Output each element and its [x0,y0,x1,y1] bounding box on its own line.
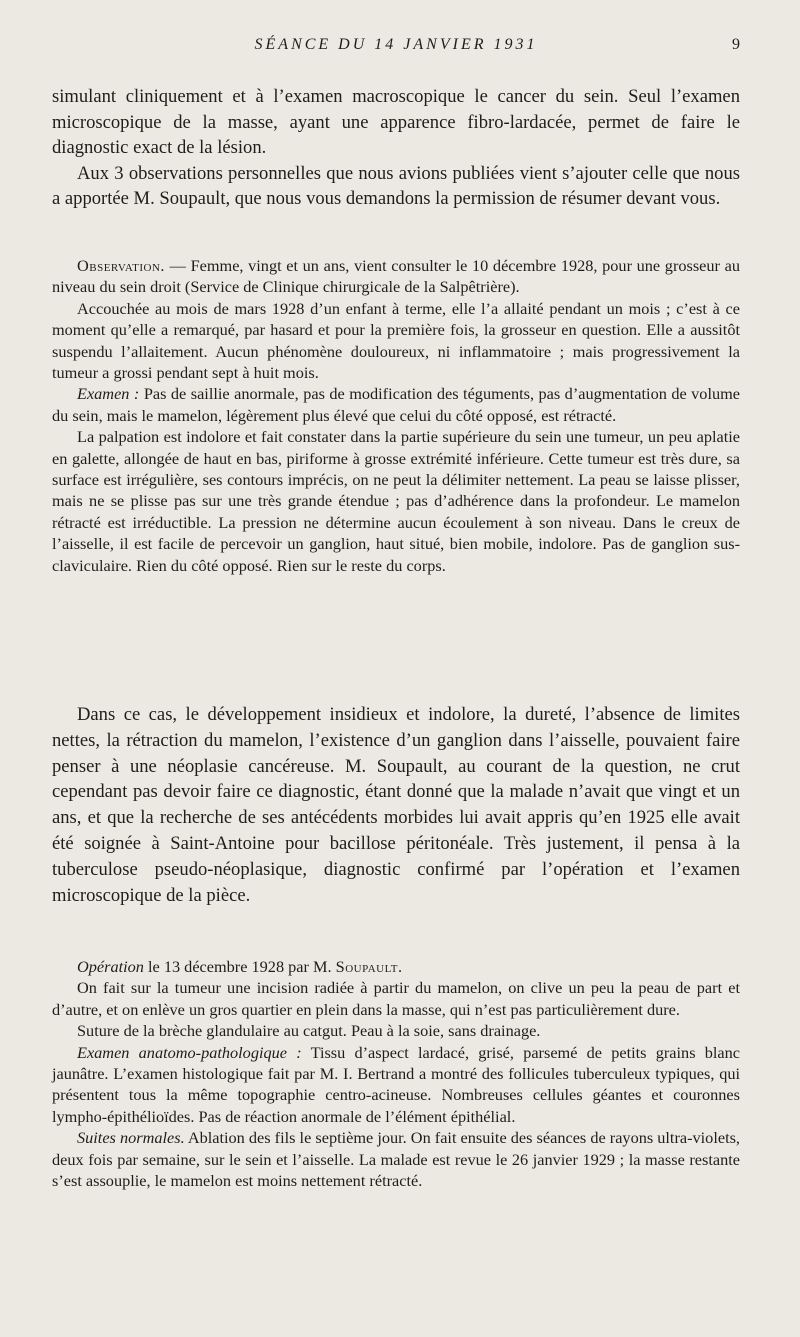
running-title: SÉANCE DU 14 JANVIER 1931 [254,36,538,53]
anapath-label: Examen anatomo-pathologique : [77,1042,302,1062]
suites-label: Suites normales. [77,1128,185,1148]
observation-palpation: La palpation est indolore et fait constater dans la partie supérieure du sein une tumeur, un peu aplatie en galette, allongée de haut en bas, piriforme à grosse extrémité inférieure. Cette tumeur est très dure, sa surface est irrégulière, ses contours imprécis, on ne peut la délimiter nettement. La peau se laisse plisser, mais ne se plisse pas sur une très grande étendue ; pas d’adhérence dans la profondeur. Le mamelon rétracté est irréductible. La pression ne détermine aucun écoulement à son niveau. Dans le creux de l’aisselle, il est facile de percevoir un ganglion, haut situé, bien mobile, indolore. Pas de ganglion sus-claviculaire. Rien du côté opposé. Rien sur le reste du corps. [52,427,740,575]
operation-label: Opération [77,957,144,976]
operation-anapath [52,1042,740,1128]
observation-intro-text: — Femme, vingt et un ans, vient consulter le 10 décembre 1928, pour une grosseur au niveau du sein droit (Service de Clinique chirurgicale de la Salpêtrière). [52,256,740,297]
opening-paragraphs [52,84,740,212]
paragraph-continuation: simulant cliniquement et à l’examen macroscopique le cancer du sein. Seul l’examen microscopique de la masse, ayant une apparence fibro-lardacée, permet de faire le diagnostic exact de la lésion. [52,86,740,159]
operation-intro-text: le 13 décembre 1928 par M. [143,957,336,976]
page-number: 9 [732,36,740,53]
exam-text: Pas de saillie anormale, pas de modification des téguments, pas d’augmentation de volume du sein, mais le mamelon, légèrement plus élevé que celui du côté opposé, est rétracté. [52,384,741,425]
discussion-paragraph: Dans ce cas, le développement insidieux et indolore, la dureté, l’absence de limites nettes, la rétraction du mamelon, l’existence d’un ganglion dans l’aisselle, pouvaient faire penser à une néoplasie cancéreuse. M. Soupault, au courant de la question, ne crut cependant pas devoir faire ce diagnostic, étant donné que la malade n’avait que vingt et un ans, et que la recherche de ses antécédents morbides lui avait appris qu’en 1925 elle avait été soignée à Saint-Antoine pour bacillose péritonéale. Très justement, il pensa à la tuberculose pseudo-néoplasique, diagnostic confirmé par l’opération et l’examen microscopique de la pièce. [52,704,740,906]
discussion-section [52,702,740,908]
paragraph-observations-intro: Aux 3 observations personnelles que nous avions publiées vient s’ajouter celle que nous a apportée M. Soupault, que nous vous demandons la permission de résumer devant vous. [52,162,740,210]
operation-suites [52,1127,740,1191]
observation-history: Accouchée au mois de mars 1928 d’un enfant à terme, elle l’a allaité pendant un mois ; c’est à ce moment qu’elle a remarqué, par hasard et pour la première fois, la grosseur en question. Elle a aussitôt suspendu l’allaitement. Aucun phénomène douloureux, ni inflammatoire ; mais progressivement la tumeur a grossi pendant sept à huit mois. [52,298,740,383]
observation-label: Observation. [77,256,165,275]
operation-procedure: On fait sur la tumeur une incision radiée à partir du mamelon, on clive un peu la peau de part et d’autre, et on enlève un gros quartier en plein dans la masse, qui n’est pas particulièrement dure. [52,978,740,1019]
anapath-text: Tissu d’aspect lardacé, grisé, parsemé de petits grains blanc jaunâtre. L’examen histologique fait par M. I. Bertrand a montré des follicules tuberculeux typiques, qui présentent tous la même topographie centro-acineuse. Nombreuses cellules géantes et couronnes lympho-épithélioïdes. Pas de réaction anormale de l’élément épithélial. [52,1042,741,1126]
page-header [52,36,740,58]
suites-text: Ablation des fils le septième jour. On fait ensuite des séances de rayons ultra-violets, deux fois par semaine, sur le sein et l’aisselle. La malade est revue le 26 janvier 1929 ; la masse restante s’est assouplie, le mamelon est moins nettement rétracté. [52,1128,741,1191]
operation-suture: Suture de la brèche glandulaire au catgut. Peau à la soie, sans drainage. [77,1021,541,1041]
operation-section [52,956,740,1191]
observation-section [52,255,740,576]
operation-intro [52,956,740,977]
surgeon-name: Soupault. [335,957,403,976]
observation-intro [52,255,740,298]
observation-exam [52,383,740,426]
exam-label: Examen : [77,384,140,404]
